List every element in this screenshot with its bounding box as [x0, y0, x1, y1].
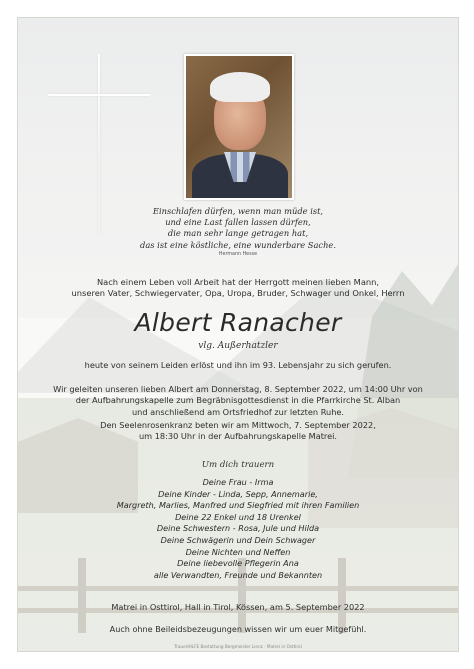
deceased-vulgo: vlg. Außerhatzler [198, 341, 278, 351]
funeral-info [18, 384, 458, 418]
mourners-list [18, 477, 458, 581]
poem-line: und eine Last fallen lassen dürfen, [165, 217, 311, 228]
intro-line: unseren Vater, Schwiegervater, Opa, Uropa, Bruder, Schwager und Onkel, Herrn [71, 288, 405, 299]
poem-line: die man sehr lange getragen hat, [167, 228, 309, 239]
poem-line: das ist eine köstliche, eine wunderbare Sache. [140, 239, 336, 250]
mourner-line: Deine Schwestern - Rosa, Jule und Hilda [156, 523, 320, 534]
mourner-line: Deine 22 Enkel und 18 Urenkel [175, 511, 301, 522]
rosary-line: um 18:30 Uhr in der Aufbahrungskapelle Matrei. [138, 431, 338, 442]
thanks-note: Auch ohne Beileidsbezeugungen wissen wir um euer Mitgefühl. [109, 624, 367, 634]
mourners-heading: Um dich trauern [201, 460, 275, 470]
notice-line: heute von seinem Leiden erlöst und ihn im 93. Lebensjahr zu sich gerufen. [84, 360, 392, 370]
intro-line: Nach einem Leben voll Arbeit hat der Herrgott meinen lieben Mann, [96, 277, 380, 287]
deceased-name: Albert Ranacher [134, 308, 342, 337]
mourner-line: Deine Nichten und Neffen [185, 546, 291, 557]
poem [18, 206, 458, 251]
funeral-line: und anschließend am Ortsfriedhof zur letzten Ruhe. [131, 406, 345, 417]
death-notice [18, 360, 458, 371]
poem-author: Hermann Hesse [218, 252, 258, 257]
mourner-line: Deine Frau - Irma [202, 477, 274, 487]
obituary-card [17, 17, 459, 652]
footer-credit: TrauerHILFE Bestattung Bergmeister Lienz · Matrei in Osttirol [174, 644, 302, 649]
mourner-line: Deine liebevolle Pflegerin Ana [177, 558, 299, 569]
poem-line: Einschlafen dürfen, wenn man müde ist, [152, 206, 324, 216]
rosary-line: Den Seelenrosenkranz beten wir am Mittwoch, 7. September 2022, [100, 420, 376, 430]
rosary-info [18, 420, 458, 443]
funeral-line: der Aufbahrungskapelle zum Begräbnisgottesdienst in die Pfarrkirche St. Alban [75, 395, 401, 406]
mourner-line: alle Verwandten, Freunde und Bekannten [153, 569, 323, 580]
funeral-line: Wir geleiten unseren lieben Albert am Donnerstag, 8. September 2022, um 14:00 Uhr von [53, 384, 423, 394]
mourner-line: Deine Kinder - Linda, Sepp, Annemarie, [158, 488, 318, 499]
place-date: Matrei in Osttirol, Hall in Tirol, Kössen, am 5. September 2022 [111, 602, 365, 612]
mourner-line: Deine Schwägerin und Dein Schwager [160, 534, 316, 545]
text-content [18, 18, 458, 651]
mourner-line: Margreth, Marlies, Manfred und Siegfried mit ihren Familien [116, 500, 360, 511]
intro-text [18, 277, 458, 300]
